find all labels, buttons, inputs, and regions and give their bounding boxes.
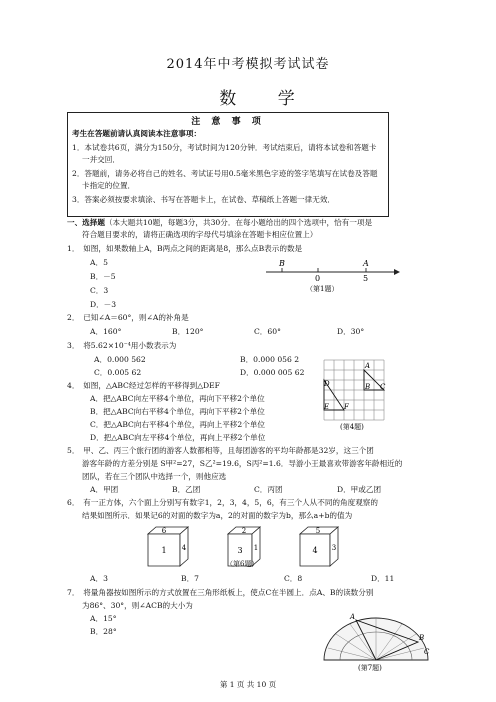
- q3-stem: 3． 将5.62×10⁻⁴用小数表示为: [67, 341, 177, 350]
- q6-option-c: C．8: [284, 574, 303, 583]
- notice-item-2b: 卡指定的位置．: [82, 181, 136, 190]
- vertex-e-label: E: [324, 403, 330, 411]
- five-label: 5: [363, 274, 369, 283]
- q4-option-d: D．把△ABC向左平移4个单位，再向上平移2个单位: [90, 433, 266, 442]
- q5-stem-b: 游客年龄的方差分别是 S甲²=27，S乙²=19.6，S丙²=1.6．导游小王最喜欢带游客年龄相近的: [82, 459, 403, 468]
- q2-stem: 2． 已知∠A＝60°，则∠A的补角是: [67, 313, 189, 322]
- cube-2-side: 1: [253, 544, 259, 552]
- translation-grid-figure: [318, 356, 392, 432]
- q6-stem-b: 结果如图所示．如果记6的对面的数字为a，2的对面的数字为b，那么a+b的值为: [82, 511, 353, 520]
- q5-option-c: C．丙团: [254, 485, 283, 494]
- q7-option-a: A．15°: [90, 614, 117, 623]
- notice-item-1b: 一并交回．: [82, 155, 120, 164]
- protractor-point-c: C: [424, 648, 430, 656]
- cube-3-side: 3: [331, 544, 337, 552]
- q6-option-a: A．3: [90, 574, 108, 583]
- q4-stem: 4． 如图，△ABC经过怎样的平移得到△DEF: [67, 381, 220, 390]
- cube-3: [300, 527, 338, 566]
- notice-item-1a: 1．本试卷共6页，满分为150分，考试时间为120分钟．考试结束后，请将本试卷和答题卡: [72, 143, 377, 152]
- q6-option-b: B．7: [181, 574, 200, 583]
- notice-heading: 注 意 事 项: [191, 117, 265, 127]
- q6-stem-a: 6． 有一正方体，六个面上分别写有数字1，2，3，4，5，6，有三个人从不同的角度观察的: [67, 498, 378, 507]
- q7-stem-a: 7． 将量角器按如图所示的方式放置在三角形纸板上，使点C在半圆上．点A、B的读数分别: [67, 588, 374, 597]
- q2-option-a: A．160°: [90, 327, 122, 336]
- cube-1-side: 4: [181, 544, 187, 552]
- protractor-point-b: B: [419, 634, 425, 642]
- q5-option-a: A．甲团: [90, 485, 119, 494]
- notice-box: [67, 112, 389, 217]
- vertex-f-label: F: [344, 403, 349, 411]
- q3-option-a: A．0.000 562: [94, 355, 146, 364]
- zero-label: 0: [315, 274, 321, 283]
- vertex-a-label: A: [365, 362, 371, 370]
- vertex-c-label: C: [380, 383, 386, 391]
- q7-stem-b: 为86°、30°，则∠ACB的大小为: [82, 601, 193, 610]
- section-desc-a: （本大题共10题，每题3分，共30分．在每小题给出的四个选项中，恰有一项是: [104, 218, 373, 227]
- notice-item-2a: 2．答题前，请务必将自己的姓名、考试证号用0.5毫米黑色字迹的签字笔填写在试卷及答题: [72, 169, 378, 178]
- q7-option-b: B．28°: [90, 627, 117, 636]
- q5-stem-c: 团队，若在三个团队中选择一个，则他应选: [82, 472, 227, 481]
- point-a-label: A: [363, 259, 369, 268]
- cube-3-top: 5: [315, 527, 321, 535]
- q2-option-c: C．60°: [254, 327, 281, 336]
- vertex-d-label: D: [324, 380, 330, 388]
- section-label: 一、选择题: [67, 218, 105, 227]
- q5-stem-a: 5． 甲、乙、丙三个旅行团的游客人数都相等，且每团游客的平均年龄都是32岁，这三个团: [67, 446, 374, 455]
- q6-option-d: D．11: [371, 574, 395, 583]
- section-heading: [67, 218, 372, 228]
- point-b-label: B: [279, 259, 285, 268]
- q2-option-b: B．120°: [172, 327, 204, 336]
- q1-figure-caption: （第1题）: [306, 285, 339, 293]
- q3-option-d: D．0.000 005 62: [240, 368, 305, 377]
- q4-option-a: A．把△ABC向左平移4个单位，再向下平移2个单位: [90, 394, 265, 403]
- section-desc-b: 符合题目要求的，请将正确选项的字母代号填涂在答题卡相应位置上）: [82, 230, 318, 239]
- q6-figure-caption: （第6题）: [226, 560, 259, 568]
- cube-3-front: 4: [312, 546, 318, 555]
- q7-figure-caption: (第7题): [358, 664, 382, 672]
- notice-lead: 考生在答题前请认真阅读本注意事项：: [72, 129, 202, 138]
- q4-option-c: C．把△ABC向右平移4个单位，再向上平移2个单位: [90, 420, 266, 429]
- cube-2-top: 2: [241, 527, 247, 535]
- q5-option-d: D．甲或乙团: [337, 485, 382, 494]
- q3-option-c: C．0.005 62: [94, 368, 142, 377]
- cube-1-top: 6: [161, 527, 167, 535]
- q1-option-a: A．5: [90, 258, 108, 267]
- q4-option-b: B．把△ABC向右平移4个单位，再向下平移2个单位: [90, 407, 265, 416]
- q2-option-d: D．30°: [337, 327, 365, 336]
- q1-option-b: B．－5: [90, 272, 116, 281]
- protractor-point-a: A: [350, 613, 356, 621]
- protractor-figure: [318, 610, 436, 672]
- q3-option-b: B．0.000 056 2: [240, 355, 300, 364]
- subject-title: 数 学: [219, 89, 313, 109]
- q1-option-d: D．－3: [90, 300, 117, 309]
- q1-option-c: C．3: [90, 286, 109, 295]
- cube-2-front: 3: [237, 546, 243, 555]
- q4-figure-caption: (第4题): [340, 423, 364, 431]
- cube-1-front: 1: [161, 546, 167, 555]
- page-footer: 第 1 页 共 10 页: [219, 680, 277, 689]
- vertex-b-label: B: [365, 383, 371, 391]
- number-line-figure: [262, 256, 402, 296]
- exam-title: 2014年中考模拟考试试卷: [166, 57, 330, 72]
- q1-stem: 1． 如图，如果数轴上A，B两点之间的距离是8，那么点B表示的数是: [67, 244, 303, 253]
- q5-option-b: B．乙团: [172, 485, 201, 494]
- cube-1: [148, 527, 188, 566]
- notice-item-3: 3．答案必须按要求填涂、书写在答题卡上，在试卷、草稿纸上答题一律无效．: [72, 195, 336, 204]
